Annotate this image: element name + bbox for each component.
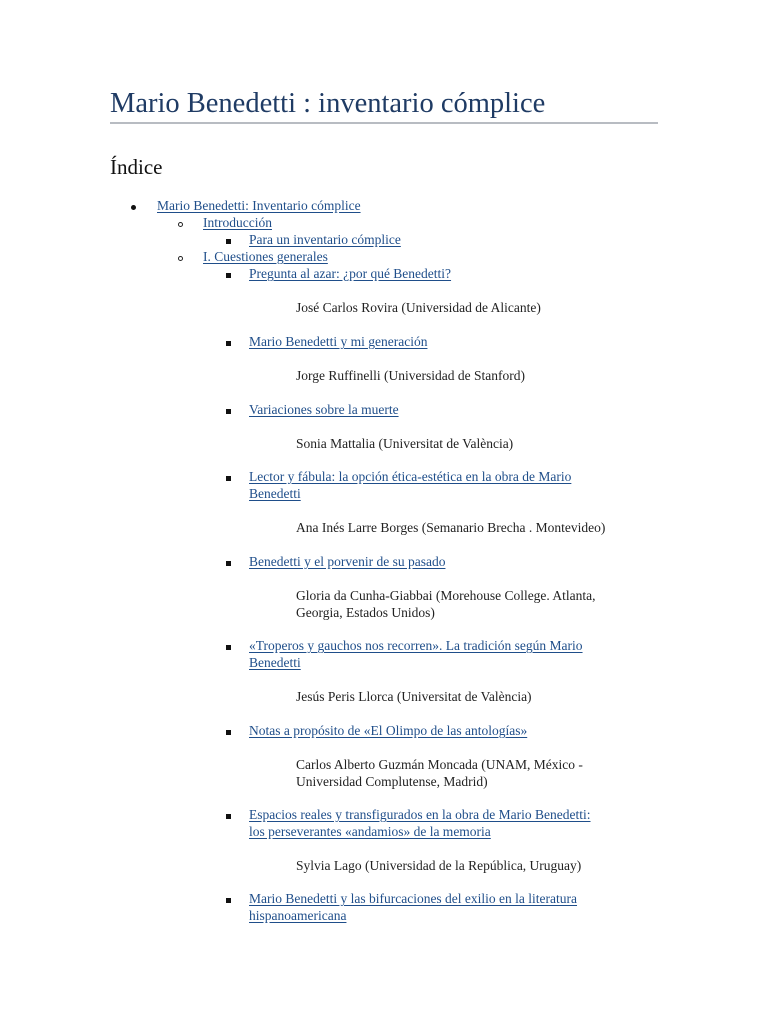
chapter-link[interactable]: Benedetti y el porvenir de su pasado — [249, 554, 446, 569]
chapter-link[interactable]: Espacios reales y transfigurados en la obra de Mario Benedetti: — [249, 807, 591, 822]
chapter-author: Georgia, Estados Unidos) — [296, 605, 435, 620]
chapter-author: Sonia Mattalia (Universitat de València) — [296, 436, 514, 451]
square-bullet-icon — [226, 476, 231, 481]
title-divider — [110, 122, 658, 124]
chapter-link[interactable]: Mario Benedetti y mi generación — [249, 334, 428, 349]
index-heading: Índice — [110, 155, 163, 179]
chapter-link[interactable]: hispanoamericana — [249, 908, 347, 923]
chapter-author: Ana Inés Larre Borges (Semanario Brecha . Montevideo) — [296, 520, 606, 535]
chapter-link[interactable]: Mario Benedetti y las bifurcaciones del exilio en la literatura — [249, 891, 578, 906]
chapter-link[interactable]: Benedetti — [249, 655, 301, 670]
chapter-link[interactable]: Variaciones sobre la muerte — [249, 402, 399, 417]
chapter-author: Jorge Ruffinelli (Universidad de Stanford) — [296, 368, 525, 383]
disc-bullet-icon — [131, 205, 136, 210]
toc-link-cuestiones-generales[interactable]: I. Cuestiones generales — [203, 249, 328, 264]
toc-link-inventario[interactable]: Para un inventario cómplice — [249, 232, 401, 247]
square-bullet-icon — [226, 898, 231, 903]
square-bullet-icon — [226, 273, 231, 278]
chapter-link[interactable]: Benedetti — [249, 486, 301, 501]
square-bullet-icon — [226, 561, 231, 566]
chapter-author: Jesús Peris Llorca (Universitat de València) — [296, 689, 532, 704]
chapter-link[interactable]: Lector y fábula: la opción ética-estética en la obra de Mario — [249, 469, 572, 484]
document-title: Mario Benedetti : inventario cómplice — [110, 88, 546, 119]
chapter-link[interactable]: Pregunta al azar: ¿por qué Benedetti? — [249, 266, 452, 281]
square-bullet-icon — [226, 814, 231, 819]
square-bullet-icon — [226, 341, 231, 346]
circle-bullet-icon — [178, 256, 183, 261]
chapter-link[interactable]: Notas a propósito de «El Olimpo de las antologías» — [249, 723, 528, 738]
chapter-author: José Carlos Rovira (Universidad de Alicante) — [296, 300, 541, 315]
chapter-author: Gloria da Cunha-Giabbai (Morehouse College. Atlanta, — [296, 588, 596, 603]
toc-link-root[interactable]: Mario Benedetti: Inventario cómplice — [157, 198, 361, 213]
chapter-author: Universidad Complutense, Madrid) — [296, 774, 488, 789]
square-bullet-icon — [226, 239, 231, 244]
chapter-link[interactable]: los perseverantes «andamios» de la memoria — [249, 824, 491, 839]
toc-link-introduccion[interactable]: Introducción — [203, 215, 272, 230]
square-bullet-icon — [226, 645, 231, 650]
chapter-author: Carlos Alberto Guzmán Moncada (UNAM, México - — [296, 757, 583, 772]
chapter-link[interactable]: «Troperos y gauchos nos recorren». La tradición según Mario — [249, 638, 583, 653]
circle-bullet-icon — [178, 222, 183, 227]
square-bullet-icon — [226, 409, 231, 414]
square-bullet-icon — [226, 730, 231, 735]
chapter-author: Sylvia Lago (Universidad de la República, Uruguay) — [296, 858, 582, 873]
